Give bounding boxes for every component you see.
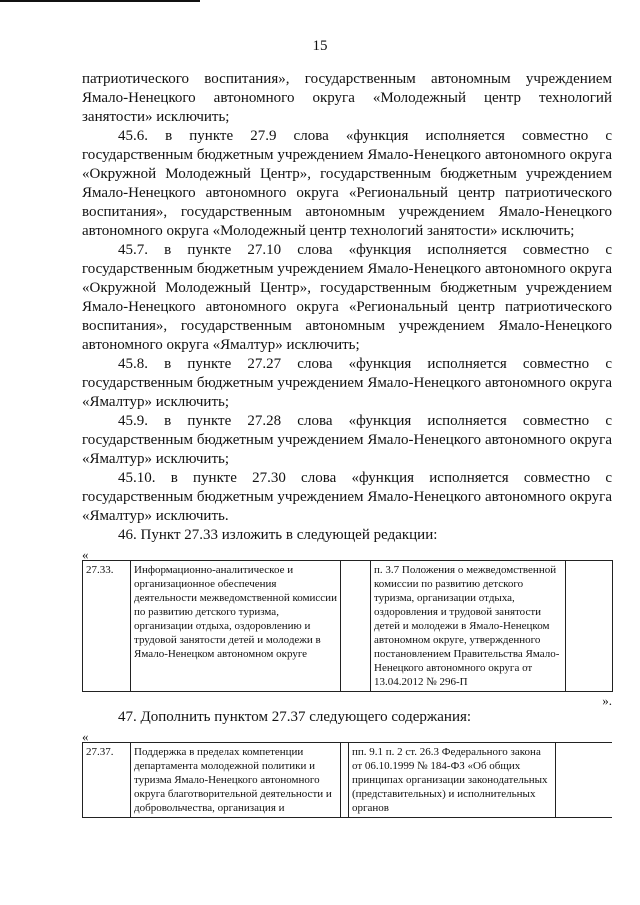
paragraph: патриотического воспитания», государственным автономным учреждением Ямало-Ненецкого автономного округа «Молодежный центр технологий занятости» исключить;: [82, 71, 612, 125]
cell-basis: п. 3.7 Положения о межведомственной комиссии по развитию детского туризма, организации отдыха, оздоровления и трудовой занятости детей и молодежи в Ямало-Ненецком автономном округе, утвержденного постановлением Правительства Ямало-Ненецкого автономного округа от 13.04.2012 № 296-П: [371, 561, 566, 692]
close-quote: ».: [602, 693, 612, 708]
paragraph: 45.6. в пункте 27.9 слова «функция исполняется совместно с государственным бюджетным учреждением Ямало-Ненецкого автономного округа «Окружной Молодежный Центр», государственным бюджетным учреждением Ямало-Ненецкого автономного округа «Региональный центр патриотического воспитания», государственным автономным учреждением Ямало-Ненецкого автономного округа «Молодежный центр технологий занятости» исключить;: [82, 128, 612, 239]
cell-number: 27.37.: [83, 743, 131, 818]
paragraph: 45.10. в пункте 27.30 слова «функция исполняется совместно с государственным бюджетным учреждением Ямало-Ненецкого автономного округа «Ямалтур» исключить.: [82, 470, 612, 524]
top-rule: [0, 0, 200, 2]
paragraph: 47. Дополнить пунктом 27.37 следующего содержания:: [118, 709, 472, 725]
cell-function: Информационно-аналитическое и организационное обеспечения деятельности межведомственной комиссии по развитию детского туризма, организации отдыха, оздоровлению и трудовой занятости детей и молодежи в Ямало-Ненецком автономном округе: [131, 561, 341, 692]
paragraph: 45.8. в пункте 27.27 слова «функция исполняется совместно с государственным бюджетным учреждением Ямало-Ненецкого автономного округа «Ямалтур» исключить;: [82, 356, 612, 410]
cell-number: 27.33.: [83, 561, 131, 692]
paragraph: 45.7. в пункте 27.10 слова «функция исполняется совместно с государственным бюджетным учреждением Ямало-Ненецкого автономного округа «Окружной Молодежный Центр», государственным бюджетным учреждением Ямало-Ненецкого автономного округа «Региональный центр патриотического воспитания», государственным автономным учреждением Ямало-Ненецкого автономного округа «Ямалтур» исключить;: [82, 242, 612, 353]
cell-empty: [341, 561, 371, 692]
paragraph: 46. Пункт 27.33 изложить в следующей редакции:: [118, 527, 438, 543]
cell-empty: [341, 743, 349, 818]
paragraph: 45.9. в пункте 27.28 слова «функция исполняется совместно с государственным бюджетным учреждением Ямало-Ненецкого автономного округа «Ямалтур» исключить;: [82, 413, 612, 467]
open-quote: «: [82, 547, 89, 562]
open-quote: «: [82, 729, 89, 744]
cell-empty: [556, 743, 613, 818]
cell-empty: [566, 561, 613, 692]
cell-function: Поддержка в пределах компетенции департамента молодежной политики и туризма Ямало-Ненецкого автономного округа благотворительной деятельности и добровольчества, организация и: [131, 743, 341, 818]
table-item-27-33: [82, 560, 613, 692]
table-row: [83, 561, 613, 692]
table-clip: [82, 742, 612, 828]
document-body: [82, 70, 612, 828]
page-number: 15: [312, 38, 328, 54]
cell-basis: пп. 9.1 п. 2 ст. 26.3 Федерального закона от 06.10.1999 № 184-ФЗ «Об общих принципах организации законодательных (представительных) и исполнительных органов: [349, 743, 556, 818]
table-item-27-37: [82, 742, 612, 818]
table-row: [83, 743, 613, 818]
